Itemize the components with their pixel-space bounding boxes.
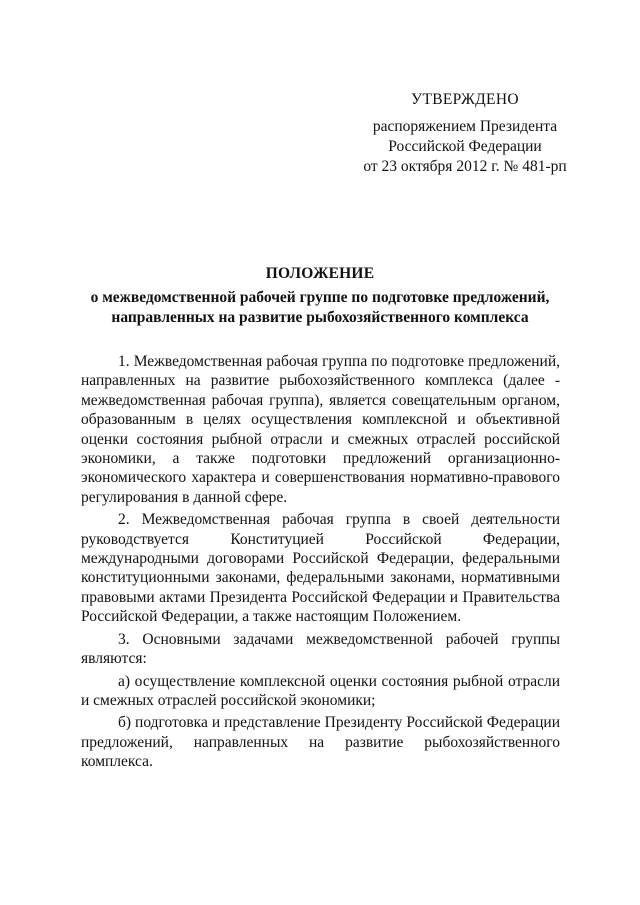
approval-authority: распоряжением Президента bbox=[372, 118, 558, 135]
document-subtitle-line-1: о межведомственной рабочей группе по подготовке предложений, bbox=[90, 289, 550, 306]
paragraph-3b: б) подготовка и представление Президенту Российской Федерации предложений, направленных на развитие рыбохозяйственного комплекса. bbox=[81, 714, 560, 771]
approval-stamp: УТВЕРЖДЕНО bbox=[411, 91, 519, 108]
paragraph-2: 2. Межведомственная рабочая группа в своей деятельности руководствуется Конституцией Российской Федерации, международными договорами Российской Федерации, федеральными конституционными законами, федеральными законами, нормативными правовыми актами Президента Российской Федерации и Правительства Российской Федерации, а также настоящим Положением. bbox=[81, 511, 560, 626]
document-heading bbox=[80, 264, 560, 328]
approval-country: Российской Федерации bbox=[388, 138, 542, 155]
approval-date-number: от 23 октября 2012 г. № 481-рп bbox=[363, 158, 567, 175]
paragraph-3a: а) осуществление комплексной оценки состояния рыбной отрасли и смежных отраслей российской экономики; bbox=[81, 672, 560, 709]
paragraph-1: 1. Межведомственная рабочая группа по подготовке предложений, направленных на развитие рыбохозяйственного комплекса (далее - межведомственная рабочая группа), является совещательным органом, образованным в целях осуществления комплексной и объективной оценки состояния рыбной отрасли и смежных отраслей российской экономики, а также подготовки предложений организационно-экономического характера и совершенствования нормативно-правового регулирования в данной сфере. bbox=[81, 353, 560, 506]
approval-block bbox=[330, 90, 600, 177]
document-subtitle-line-2: направленных на развитие рыбохозяйственного комплекса bbox=[111, 309, 529, 326]
document-body bbox=[81, 352, 560, 772]
paragraph-3: 3. Основными задачами межведомственной рабочей группы являются: bbox=[81, 630, 560, 668]
document-title: ПОЛОЖЕНИЕ bbox=[265, 265, 375, 282]
